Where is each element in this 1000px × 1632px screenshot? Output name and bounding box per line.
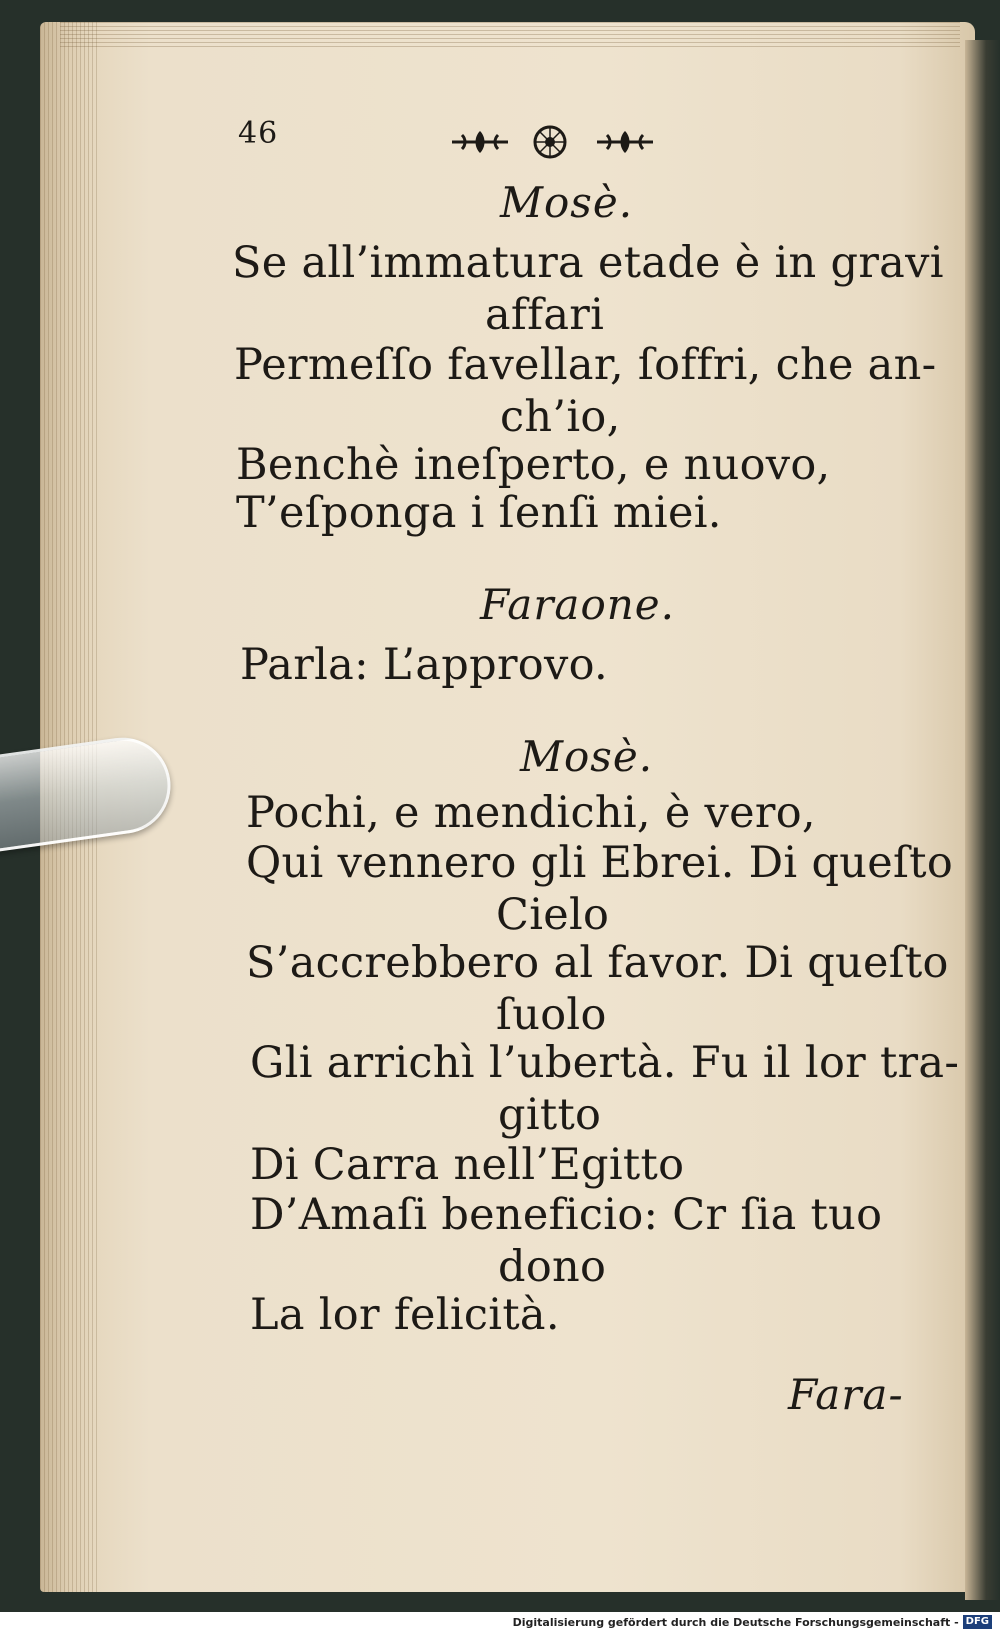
verse-line: Parla: L’approvo. [240,640,608,690]
verse-line: Se all’immatura etade è in gravi [232,238,944,288]
fleuron-right-icon [590,120,660,164]
verse-line: Permeſſo favellar, ſoffri, che an- [234,340,937,390]
book-gutter-shadow [965,40,1000,1600]
verse-line: ſuolo [496,990,607,1040]
verse-line: D’Amaſi beneficio: Cr ſia tuo [250,1190,883,1240]
rosette-icon [525,120,575,164]
digitization-footer [0,1612,1000,1632]
verse-line: Benchè ineſperto, e nuovo, [236,440,831,490]
verse-line: La lor felicità. [250,1290,560,1340]
dfg-logo: DFG [963,1615,992,1629]
speaker-heading: Mosè. [500,178,634,227]
verse-line: Pochi, e mendichi, è vero, [246,788,816,838]
verse-line: T’eſponga i ſenſi miei. [236,488,722,538]
verse-line: Qui vennero gli Ebrei. Di queſto [246,838,954,888]
catchword: Fara- [788,1370,904,1419]
verse-line: S’accrebbero al favor. Di queſto [246,938,949,988]
verse-line: gitto [498,1090,602,1140]
page-edges-top [60,22,960,50]
verse-line: affari [485,290,605,340]
speaker-heading: Faraone. [480,580,675,629]
verse-line: dono [498,1242,607,1292]
page-number: 46 [238,116,279,151]
verse-line: Di Carra nell’Egitto [250,1140,685,1190]
verse-line: Cielo [496,890,610,940]
book-page [100,50,960,1590]
speaker-heading: Mosè. [520,732,654,781]
fleuron-left-icon [445,120,515,164]
verse-line: ch’io, [500,392,621,442]
verse-line: Gli arrichì l’ubertà. Fu il lor tra- [250,1038,960,1088]
footer-text: Digitalisierung gefördert durch die Deutsche Forschungsgemeinschaft - [512,1615,959,1629]
